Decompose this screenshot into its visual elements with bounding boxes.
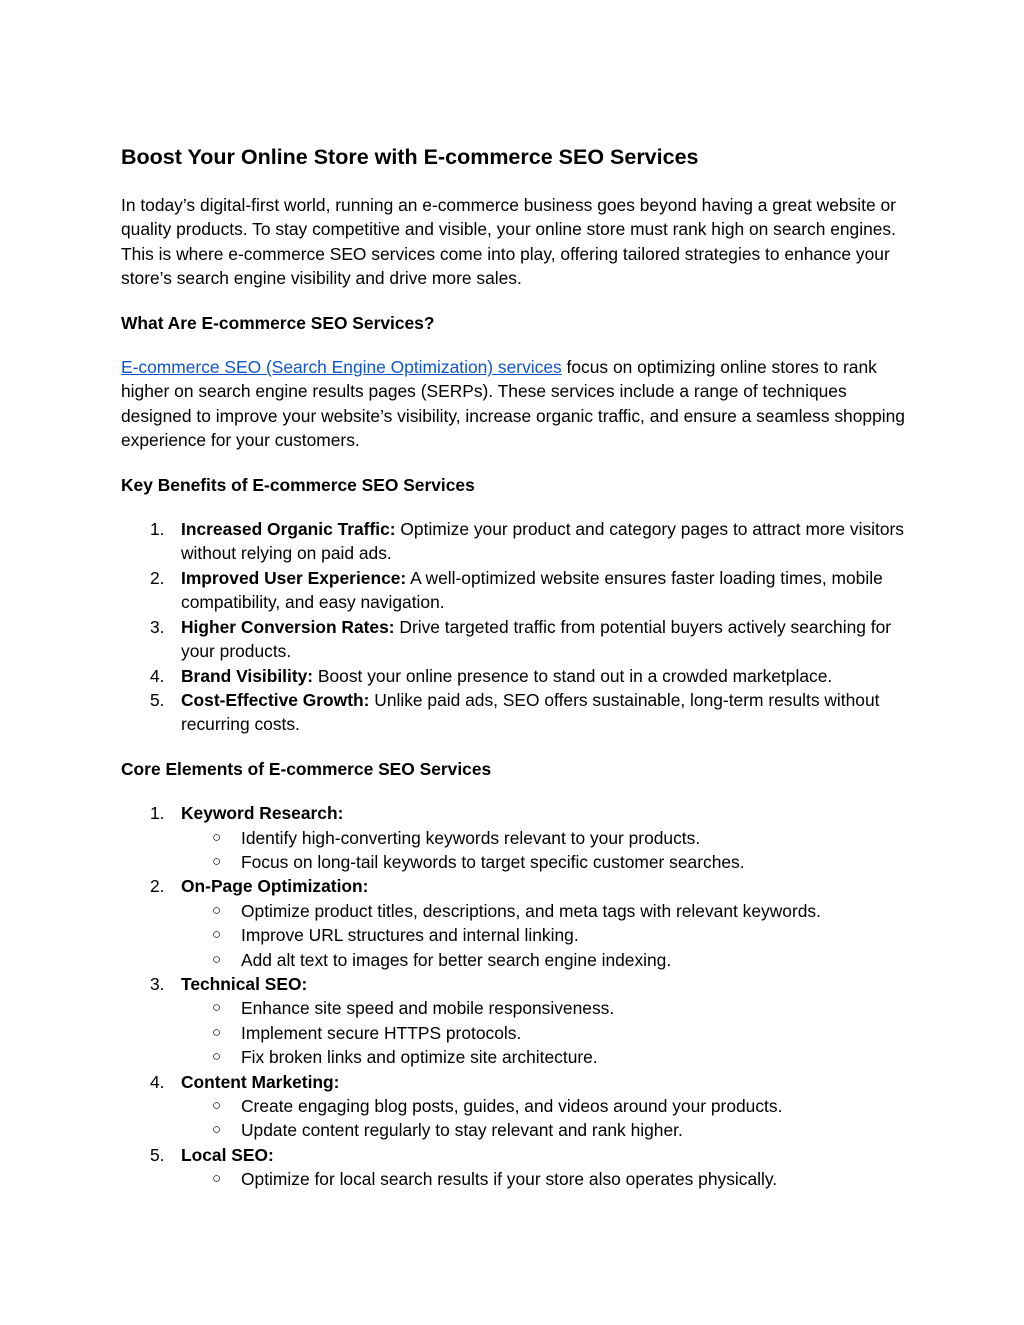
sub-list-text: Implement secure HTTPS protocols. [241, 1022, 522, 1043]
sub-list [181, 1167, 906, 1191]
list-item-label: Local SEO: [181, 1144, 274, 1165]
circle-bullet-icon: ○ [212, 999, 222, 1017]
core-elements-list [121, 801, 906, 1192]
sub-list-text: Improve URL structures and internal linking. [241, 925, 579, 946]
sub-list-item [181, 1021, 906, 1045]
sub-list [181, 826, 906, 875]
list-number: 3. [150, 973, 165, 994]
list-item [121, 1143, 906, 1192]
list-number: 3. [150, 616, 165, 637]
benefits-list [121, 517, 906, 737]
sub-list [181, 996, 906, 1069]
list-item [121, 874, 906, 972]
list-item [121, 615, 906, 664]
sub-list-text: Create engaging blog posts, guides, and videos around your products. [241, 1096, 783, 1116]
list-item-text: Boost your online presence to stand out in a crowded marketplace. [313, 665, 833, 686]
list-item-text: A well-optimized website ensures faster loading times, mobile compatibility, and easy navigation. [181, 567, 883, 613]
list-number: 5. [150, 689, 165, 710]
sub-list-item [181, 1045, 906, 1069]
list-item [121, 688, 906, 737]
list-number: 2. [150, 876, 165, 897]
list-number: 1. [150, 519, 165, 540]
list-item-label: Brand Visibility: [181, 665, 314, 686]
list-item-text: Unlike paid ads, SEO offers sustainable, long-term results without recurring costs. [181, 689, 880, 735]
list-number: 4. [150, 1071, 165, 1092]
sub-list-item [181, 996, 906, 1020]
sub-list-text: Optimize for local search results if your store also operates physically. [241, 1169, 778, 1190]
circle-bullet-icon: ○ [212, 828, 222, 846]
sub-list-text: Identify high-converting keywords relevant to your products. [241, 827, 701, 848]
circle-bullet-icon: ○ [212, 950, 222, 968]
list-item [121, 972, 906, 1070]
sub-list-item [181, 850, 906, 874]
sub-list-text: Enhance site speed and mobile responsiveness. [241, 998, 615, 1019]
list-number: 5. [150, 1144, 165, 1165]
circle-bullet-icon: ○ [212, 926, 222, 944]
sub-list-text: Optimize product titles, descriptions, and meta tags with relevant keywords. [241, 900, 821, 921]
list-item [121, 801, 906, 874]
sub-list-item [181, 1094, 906, 1118]
list-item-label: Content Marketing: [181, 1071, 340, 1092]
circle-bullet-icon: ○ [212, 852, 222, 870]
document-content [121, 143, 906, 1212]
circle-bullet-icon: ○ [212, 1121, 222, 1139]
list-number: 1. [150, 803, 165, 824]
list-item [121, 517, 906, 566]
sub-list [181, 1094, 906, 1143]
list-item [121, 566, 906, 615]
list-item-label: Cost-Effective Growth: [181, 689, 370, 710]
list-item-text: Drive targeted traffic from potential buyers actively searching for your products. [181, 616, 892, 662]
sub-list [181, 899, 906, 972]
sub-list-item [181, 1167, 906, 1191]
circle-bullet-icon: ○ [212, 901, 222, 919]
sub-list-text: Fix broken links and optimize site architecture. [241, 1047, 598, 1068]
what-paragraph-text: focus on optimizing online stores to rank higher on search engine results pages (SERPs). These services include a range of techniques designed to improve your website’s visibility, increase organic traffic, and ensure a seamless shopping experience for your customers. [121, 357, 905, 451]
section-heading-benefits: Key Benefits of E-commerce SEO Services [121, 474, 475, 495]
list-item-label: Keyword Research: [181, 803, 344, 824]
sub-list-text: Add alt text to images for better search engine indexing. [241, 949, 672, 970]
list-item [121, 664, 906, 688]
page-title: Boost Your Online Store with E-commerce SEO Services [121, 145, 699, 169]
sub-list-text: Update content regularly to stay relevant and rank higher. [241, 1120, 683, 1141]
list-number: 4. [150, 665, 165, 686]
intro-paragraph: In today’s digital-first world, running an e-commerce business goes beyond having a great website or quality products. To stay competitive and visible, your online store must rank high on search engines. This is where e-commerce SEO services come into play, offering tailored strategies to enhance your store’s search engine visibility and drive more sales. [121, 195, 896, 289]
circle-bullet-icon: ○ [212, 1170, 222, 1188]
sub-list-text: Focus on long-tail keywords to target specific customer searches. [241, 851, 745, 872]
sub-list-item [181, 923, 906, 947]
list-item-label: Increased Organic Traffic: [181, 519, 396, 540]
list-item-label: On-Page Optimization: [181, 876, 369, 897]
sub-list-item [181, 899, 906, 923]
circle-bullet-icon: ○ [212, 1097, 222, 1114]
circle-bullet-icon: ○ [212, 1023, 222, 1041]
section-heading-core: Core Elements of E-commerce SEO Services [121, 758, 492, 779]
what-paragraph [121, 355, 906, 453]
circle-bullet-icon: ○ [212, 1048, 222, 1066]
list-item-text: Optimize your product and category pages to attract more visitors without relying on paid ads. [181, 519, 904, 564]
list-item-label: Higher Conversion Rates: [181, 616, 395, 637]
list-item-label: Technical SEO: [181, 973, 308, 994]
sub-list-item [181, 948, 906, 972]
sub-list-item [181, 1118, 906, 1142]
seo-services-link[interactable]: E-commerce SEO (Search Engine Optimization) services [121, 357, 562, 378]
section-heading-what: What Are E-commerce SEO Services? [121, 312, 435, 333]
list-item [121, 1070, 906, 1143]
list-item-label: Improved User Experience: [181, 567, 407, 588]
sub-list-item [181, 826, 906, 850]
list-number: 2. [150, 567, 165, 588]
